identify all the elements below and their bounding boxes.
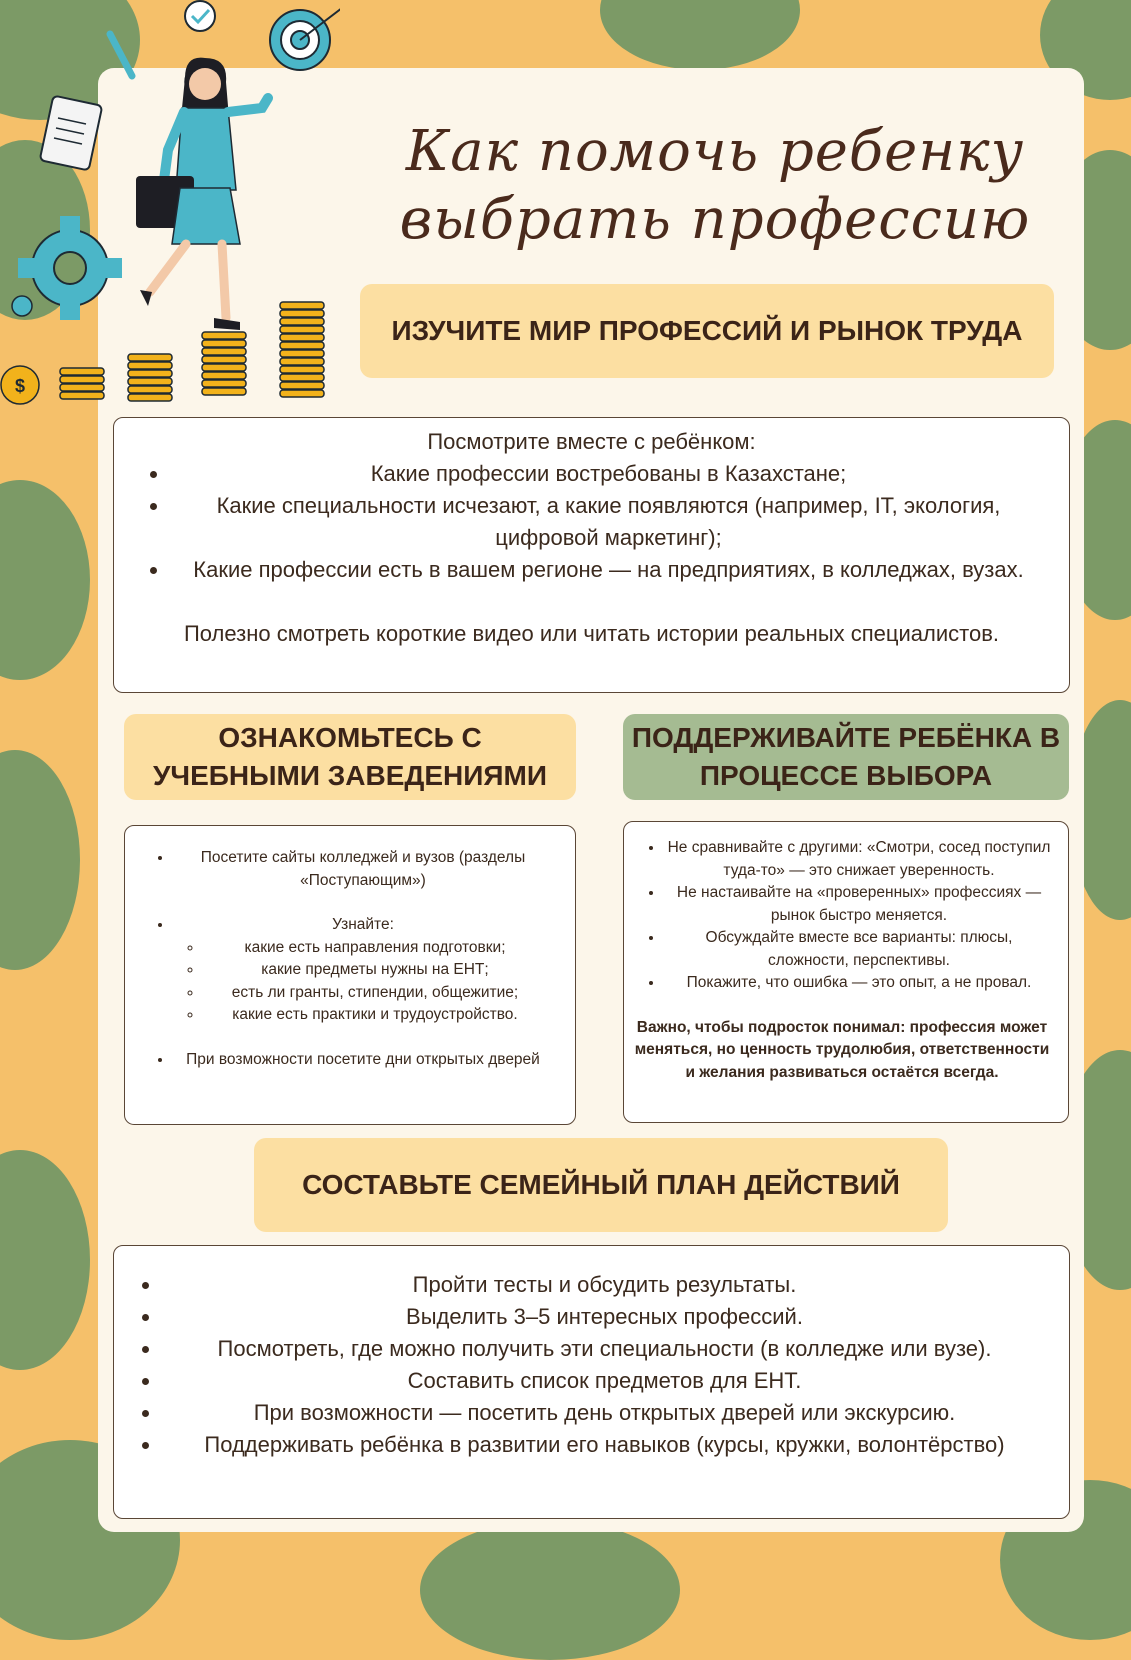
section1-box	[113, 417, 1070, 693]
section2-subitem-2: ◦ есть ли гранты, стипендии, общежитие;	[203, 982, 553, 1005]
leaf-decoration	[600, 0, 800, 70]
section4-box	[113, 1245, 1070, 1519]
section2-heading	[124, 714, 576, 800]
section2-subitem-0: ◦ какие есть направления подготовки;	[203, 937, 553, 960]
section4-heading-text: СОСТАВЬТЕ СЕМЕЙНЫЙ ПЛАН ДЕЙСТВИЙ	[302, 1169, 900, 1200]
leaf-decoration	[420, 1520, 680, 1660]
section3-important: Важно, чтобы подросток понимал: профессия может меняться, но ценность трудолюбия, ответственности и желания развиваться остаётся всегда.	[634, 1018, 1050, 1081]
section3-heading-line1: ПОДДЕРЖИВАЙТЕ РЕБЁНКА В	[631, 722, 1061, 753]
section2-subitem-1: ◦ какие предметы нужны на ЕНТ;	[203, 959, 553, 982]
page-title-line1: Как помочь ребенку	[405, 119, 1025, 184]
career-woman-illustration	[0, 0, 340, 410]
section2-item-0: • Посетите сайты колледжей и вузов (разделы «Поступающим»)	[173, 847, 559, 892]
section3-item-1: • Не настаивайте на «проверенных» профессиях — рынок быстро меняется.	[664, 882, 1060, 927]
section3-list	[624, 837, 1060, 995]
section2-item-2: • При возможности посетите дни открытых дверей	[173, 1049, 559, 1072]
section4-heading	[254, 1138, 948, 1232]
section4-item-3: • Составить список предметов для ЕНТ.	[162, 1365, 1053, 1397]
section4-item-0: • Пройти тесты и обсудить результаты.	[162, 1269, 1053, 1301]
section3-box	[623, 821, 1069, 1123]
section4-item-4: • При возможности — посетить день открытых дверей или экскурсию.	[162, 1397, 1053, 1429]
section3-item-3: • Покажите, что ошибка — это опыт, а не провал.	[664, 972, 1060, 995]
section2-subitem-3: ◦ какие есть практики и трудоустройство.	[203, 1004, 553, 1027]
section3-item-0: • Не сравнивайте с другими: «Смотри, сосед поступил туда-то» — это снижает уверенность.	[664, 837, 1060, 882]
section1-item-2: • Какие профессии есть в вашем регионе — на предприятиях, в колледжах, вузах.	[170, 554, 1053, 586]
section4-item-1: • Выделить 3–5 интересных профессий.	[162, 1301, 1053, 1333]
section3-item-2: • Обсуждайте вместе все варианты: плюсы, сложности, перспективы.	[664, 927, 1060, 972]
section3-heading-line2: ПРОЦЕССЕ ВЫБОРА	[699, 760, 993, 791]
section1-list	[130, 458, 1053, 586]
section2-box	[124, 825, 576, 1125]
section2-sublist	[173, 937, 553, 1027]
section2-heading-line2: УЧЕБНЫМИ ЗАВЕДЕНИЯМИ	[153, 760, 547, 791]
section1-item-0: • Какие профессии востребованы в Казахстане;	[170, 458, 1053, 490]
section1-note: Полезно смотреть короткие видео или читать истории реальных специалистов.	[183, 621, 1000, 646]
section1-heading-text: ИЗУЧИТЕ МИР ПРОФЕССИЙ И РЫНОК ТРУДА	[391, 315, 1023, 346]
section1-intro: Посмотрите вместе с ребёнком:	[427, 429, 756, 454]
dollar-coin-icon: $	[14, 376, 26, 396]
leaf-decoration	[0, 750, 80, 970]
section4-item-2: • Посмотреть, где можно получить эти специальности (в колледже или вузе).	[162, 1333, 1053, 1365]
section2-heading-line1: ОЗНАКОМЬТЕСЬ С	[218, 722, 482, 753]
section2-item-1: • Узнайте: ◦ какие есть направления подготовки; ◦ какие предметы нужны на ЕНТ; ◦ есть ли гранты, стипендии, общежитие; ◦ какие есть практики и трудоустройство.	[173, 914, 559, 1027]
section3-heading	[623, 714, 1069, 800]
section2-list	[133, 847, 559, 892]
section1-item-1: • Какие специальности исчезают, а какие появляются (например, IT, экология, цифровой маркетинг);	[170, 490, 1053, 554]
leaf-decoration	[0, 480, 90, 680]
page-title	[355, 118, 1075, 254]
section1-heading	[360, 284, 1054, 378]
page-title-line2: выбрать профессию	[399, 187, 1031, 252]
leaf-decoration	[0, 1150, 90, 1370]
section4-list	[122, 1269, 1053, 1461]
section4-item-5: • Поддерживать ребёнка в развитии его навыков (курсы, кружки, волонтёрство)	[162, 1429, 1053, 1461]
